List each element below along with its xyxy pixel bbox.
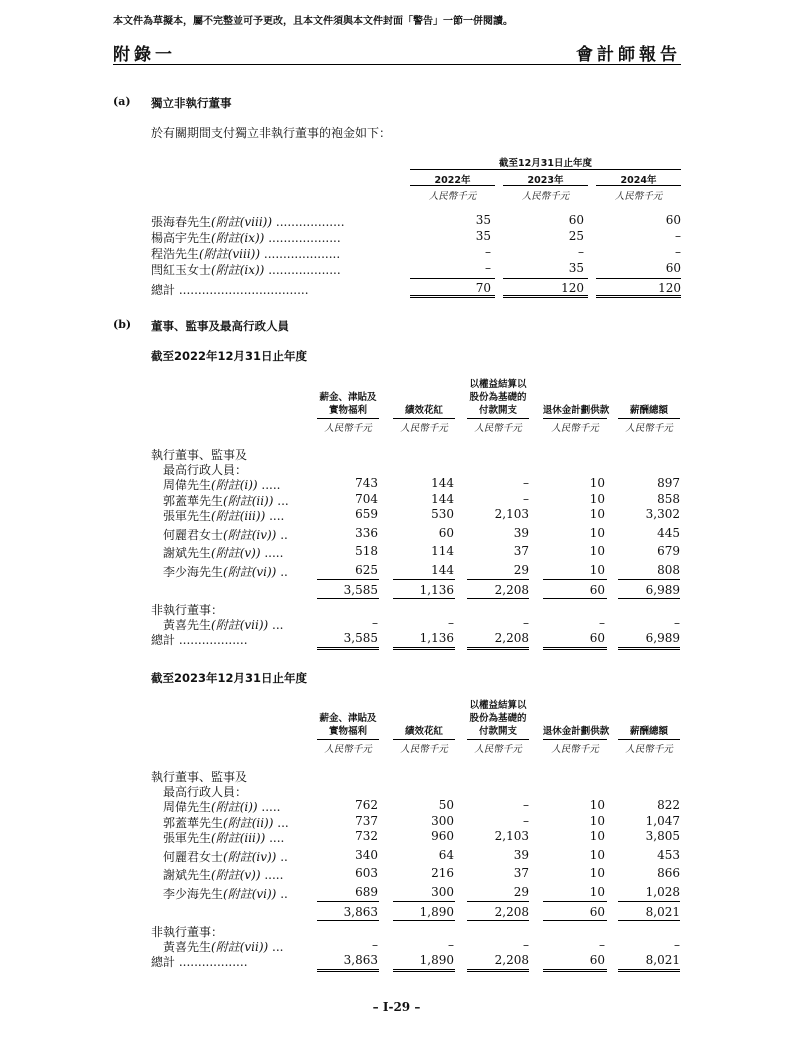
table-cell: 2,103 bbox=[494, 829, 529, 843]
table-cell: 29 bbox=[513, 563, 529, 577]
table-cell: 10 bbox=[589, 476, 605, 490]
table-cell: 866 bbox=[657, 866, 680, 880]
page-number: – I-29 – bbox=[372, 1000, 421, 1014]
subtotal-rule bbox=[393, 901, 455, 902]
table-cell: – bbox=[523, 476, 529, 490]
table-cell: 10 bbox=[589, 829, 605, 843]
header-rule bbox=[317, 418, 379, 419]
table-cell: 689 bbox=[355, 885, 378, 899]
header-rule bbox=[618, 418, 680, 419]
group-label: 執行董事、監事及 bbox=[151, 770, 248, 784]
table-cell: 737 bbox=[355, 814, 378, 828]
subtotal-rule bbox=[393, 598, 455, 599]
table-cell: 10 bbox=[589, 563, 605, 577]
table-row-label: 謝斌先生(附註(v)) ..... bbox=[163, 868, 284, 882]
table-cell: – bbox=[448, 938, 454, 952]
table-cell: 340 bbox=[355, 848, 378, 862]
subtotal-rule bbox=[543, 598, 607, 599]
column-header: 以權益結算以股份為基礎的付款開支 bbox=[469, 379, 527, 416]
table-cell: 144 bbox=[431, 563, 454, 577]
table-row-label: 黃喜先生(附註(vii)) ... bbox=[163, 618, 284, 632]
table-cell: 216 bbox=[431, 866, 454, 880]
table-cell: – bbox=[599, 938, 605, 952]
subtotal-rule bbox=[410, 278, 495, 279]
group-label: 非執行董事： bbox=[151, 603, 224, 617]
table-row-label: 何麗君女士(附註(iv)) .. bbox=[163, 850, 288, 864]
table-cell: – bbox=[485, 245, 491, 259]
total-rule bbox=[317, 969, 379, 972]
table-cell: – bbox=[523, 492, 529, 506]
header-rule bbox=[113, 64, 681, 65]
table-cell: 960 bbox=[431, 829, 454, 843]
total-rule bbox=[467, 647, 529, 650]
subtotal-cell: 6,989 bbox=[645, 583, 680, 597]
column-header: 薪酬總額 bbox=[629, 726, 668, 737]
total-row-label: 總計 .................. bbox=[151, 633, 248, 647]
table-title-2023: 截至2023年12月31日止年度 bbox=[151, 671, 308, 685]
period-rule bbox=[410, 169, 681, 170]
group-label: 非執行董事： bbox=[151, 925, 224, 939]
subtotal-rule bbox=[618, 579, 680, 580]
table-cell: 679 bbox=[657, 544, 680, 558]
table-cell: 762 bbox=[355, 798, 378, 812]
table-row-label: 李少海先生(附註(vi)) .. bbox=[163, 565, 288, 579]
table-cell: 336 bbox=[355, 526, 378, 540]
total-rule bbox=[543, 969, 607, 972]
subtotal-rule bbox=[543, 901, 607, 902]
column-header: 薪酬總額 bbox=[629, 405, 668, 416]
total-cell: 70 bbox=[475, 281, 491, 295]
table-cell: 300 bbox=[431, 885, 454, 899]
header-rule bbox=[317, 739, 379, 740]
table-cell: – bbox=[675, 229, 681, 243]
year-header: 2024年 bbox=[620, 175, 657, 186]
total-rule bbox=[467, 969, 529, 972]
column-header: 退休金計劃供款 bbox=[542, 726, 610, 737]
table-title-2022: 截至2022年12月31日止年度 bbox=[151, 349, 308, 363]
table-cell: 50 bbox=[438, 798, 454, 812]
table-cell: 37 bbox=[513, 866, 529, 880]
year-header: 2022年 bbox=[434, 175, 471, 186]
year-rule bbox=[596, 185, 681, 186]
table-cell: – bbox=[485, 261, 491, 275]
table-cell: – bbox=[674, 616, 680, 630]
header-rule bbox=[618, 739, 680, 740]
table-cell: 35 bbox=[568, 261, 584, 275]
unit-label: 人民幣千元 bbox=[625, 744, 673, 755]
table-cell: 64 bbox=[438, 848, 454, 862]
column-header: 退休金計劃供款 bbox=[542, 405, 610, 416]
table-cell: 3,805 bbox=[645, 829, 680, 843]
total-rule bbox=[618, 647, 680, 650]
total-rule bbox=[503, 295, 588, 298]
table-row-label: 閆紅玉女士(附註(ix)) ................... bbox=[151, 263, 341, 277]
table-row-label: 張軍先生(附註(iii)) .... bbox=[163, 831, 285, 845]
section-a-marker: (a) bbox=[113, 95, 131, 108]
table-cell: 300 bbox=[431, 814, 454, 828]
column-header: 薪金、津貼及實物福利 bbox=[319, 713, 377, 737]
table-cell: 29 bbox=[513, 885, 529, 899]
table-row-label: 黃喜先生(附註(vii)) ... bbox=[163, 940, 284, 954]
subtotal-rule bbox=[503, 278, 588, 279]
column-header: 薪金、津貼及實物福利 bbox=[319, 392, 377, 416]
table-cell: 10 bbox=[589, 526, 605, 540]
table-cell: 704 bbox=[355, 492, 378, 506]
table-cell: 3,302 bbox=[645, 507, 680, 521]
draft-warning: 本文件為草擬本，屬不完整並可予更改，且本文件須與本文件封面「警告」一節一併閱讀。 bbox=[113, 16, 513, 27]
table-cell: 743 bbox=[355, 476, 378, 490]
table-cell: – bbox=[523, 938, 529, 952]
table-cell: 35 bbox=[475, 229, 491, 243]
total-rule bbox=[618, 969, 680, 972]
appendix-title: 附錄一 bbox=[113, 45, 176, 65]
table-cell: 10 bbox=[589, 507, 605, 521]
total-rule bbox=[543, 647, 607, 650]
table-cell: – bbox=[523, 814, 529, 828]
table-cell: – bbox=[523, 616, 529, 630]
unit-label: 人民幣千元 bbox=[625, 423, 673, 434]
table-row-label: 郭蓋華先生(附註(ii)) ... bbox=[163, 816, 289, 830]
table-cell: 60 bbox=[438, 526, 454, 540]
table-cell: 60 bbox=[665, 261, 681, 275]
column-header: 績效花紅 bbox=[404, 405, 443, 416]
table-row-label: 謝斌先生(附註(v)) ..... bbox=[163, 546, 284, 560]
table-cell: – bbox=[372, 616, 378, 630]
subtotal-cell: 1,890 bbox=[419, 905, 454, 919]
subtotal-rule bbox=[618, 901, 680, 902]
table-row-label: 周偉先生(附註(i)) ..... bbox=[163, 478, 281, 492]
group-label: 執行董事、監事及 bbox=[151, 448, 248, 462]
table-cell: 10 bbox=[589, 885, 605, 899]
table-cell: 144 bbox=[431, 492, 454, 506]
unit-label: 人民幣千元 bbox=[551, 423, 599, 434]
section-b-marker: (b) bbox=[113, 318, 132, 331]
table-cell: – bbox=[674, 938, 680, 952]
total-cell: 3,585 bbox=[343, 631, 378, 645]
table-cell: 530 bbox=[431, 507, 454, 521]
header-rule bbox=[543, 418, 607, 419]
group-label: 最高行政人員： bbox=[163, 463, 248, 477]
subtotal-cell: 2,208 bbox=[494, 905, 529, 919]
table-cell: 1,028 bbox=[645, 885, 680, 899]
total-cell: 6,989 bbox=[645, 631, 680, 645]
table-cell: 25 bbox=[568, 229, 584, 243]
total-cell: 1,890 bbox=[419, 953, 454, 967]
table-cell: 60 bbox=[568, 213, 584, 227]
table-cell: 822 bbox=[657, 798, 680, 812]
total-cell: 3,863 bbox=[343, 953, 378, 967]
table-cell: 37 bbox=[513, 544, 529, 558]
total-cell: 60 bbox=[589, 631, 605, 645]
table-cell: 808 bbox=[657, 563, 680, 577]
total-cell: 120 bbox=[561, 281, 584, 295]
table-cell: 897 bbox=[657, 476, 680, 490]
total-rule bbox=[393, 647, 455, 650]
total-rule bbox=[393, 969, 455, 972]
year-rule bbox=[503, 185, 588, 186]
header-rule bbox=[393, 418, 455, 419]
table-row-label: 李少海先生(附註(vi)) .. bbox=[163, 887, 288, 901]
subtotal-cell: 2,208 bbox=[494, 583, 529, 597]
subtotal-rule bbox=[596, 278, 681, 279]
table-cell: – bbox=[372, 938, 378, 952]
table-cell: 144 bbox=[431, 476, 454, 490]
total-cell: 1,136 bbox=[419, 631, 454, 645]
table-row-label: 周偉先生(附註(i)) ..... bbox=[163, 800, 281, 814]
table-cell: 603 bbox=[355, 866, 378, 880]
table-cell: 2,103 bbox=[494, 507, 529, 521]
header-rule bbox=[467, 739, 529, 740]
table-cell: 625 bbox=[355, 563, 378, 577]
total-rule bbox=[410, 295, 495, 298]
subtotal-rule bbox=[393, 920, 455, 921]
total-cell: 8,021 bbox=[645, 953, 680, 967]
header-rule bbox=[393, 739, 455, 740]
unit-label: 人民幣千元 bbox=[551, 744, 599, 755]
subtotal-rule bbox=[467, 579, 529, 580]
table-cell: 10 bbox=[589, 814, 605, 828]
subtotal-cell: 3,585 bbox=[343, 583, 378, 597]
subtotal-cell: 1,136 bbox=[419, 583, 454, 597]
section-b-title: 董事、監事及最高行政人員 bbox=[151, 319, 289, 333]
table-cell: – bbox=[448, 616, 454, 630]
table-cell: 10 bbox=[589, 848, 605, 862]
total-rule bbox=[317, 647, 379, 650]
table-cell: 35 bbox=[475, 213, 491, 227]
column-header: 以權益結算以股份為基礎的付款開支 bbox=[469, 700, 527, 737]
table-cell: 659 bbox=[355, 507, 378, 521]
subtotal-rule bbox=[543, 579, 607, 580]
table-cell: 39 bbox=[513, 526, 529, 540]
year-rule bbox=[410, 185, 495, 186]
table-cell: – bbox=[578, 245, 584, 259]
subtotal-rule bbox=[618, 598, 680, 599]
table-cell: 60 bbox=[665, 213, 681, 227]
unit-label: 人民幣千元 bbox=[614, 191, 663, 202]
subtotal-rule bbox=[317, 901, 379, 902]
table-cell: 10 bbox=[589, 544, 605, 558]
table-cell: – bbox=[599, 616, 605, 630]
total-cell: 2,208 bbox=[494, 631, 529, 645]
table-row-label: 張海春先生(附註(viii)) .................. bbox=[151, 215, 345, 229]
unit-label: 人民幣千元 bbox=[474, 744, 522, 755]
period-header: 截至12月31日止年度 bbox=[499, 158, 592, 169]
subtotal-rule bbox=[317, 579, 379, 580]
table-row-label: 何麗君女士(附註(iv)) .. bbox=[163, 528, 288, 542]
table-cell: 445 bbox=[657, 526, 680, 540]
table-cell: 39 bbox=[513, 848, 529, 862]
table-cell: 1,047 bbox=[645, 814, 680, 828]
total-rule bbox=[596, 295, 681, 298]
unit-label: 人民幣千元 bbox=[400, 423, 448, 434]
subtotal-rule bbox=[467, 920, 529, 921]
table-cell: 10 bbox=[589, 866, 605, 880]
unit-label: 人民幣千元 bbox=[324, 423, 372, 434]
year-header: 2023年 bbox=[527, 175, 564, 186]
unit-label: 人民幣千元 bbox=[521, 191, 570, 202]
unit-label: 人民幣千元 bbox=[474, 423, 522, 434]
section-a-intro: 於有關期間支付獨立非執行董事的袍金如下： bbox=[151, 126, 392, 140]
table-cell: 518 bbox=[355, 544, 378, 558]
subtotal-rule bbox=[543, 920, 607, 921]
subtotal-cell: 3,863 bbox=[343, 905, 378, 919]
table-cell: 114 bbox=[431, 544, 454, 558]
subtotal-rule bbox=[317, 920, 379, 921]
header-rule bbox=[543, 739, 607, 740]
total-row-label: 總計 .................. bbox=[151, 955, 248, 969]
table-cell: 732 bbox=[355, 829, 378, 843]
subtotal-rule bbox=[467, 901, 529, 902]
table-cell: 10 bbox=[589, 492, 605, 506]
table-row-label: 程浩先生(附註(viii)) .................... bbox=[151, 247, 341, 261]
table-cell: 453 bbox=[657, 848, 680, 862]
unit-label: 人民幣千元 bbox=[324, 744, 372, 755]
subtotal-rule bbox=[467, 598, 529, 599]
table-row-label: 郭蓋華先生(附註(ii)) ... bbox=[163, 494, 289, 508]
unit-label: 人民幣千元 bbox=[428, 191, 477, 202]
table-row-label: 張軍先生(附註(iii)) .... bbox=[163, 509, 285, 523]
subtotal-cell: 60 bbox=[589, 583, 605, 597]
total-cell: 2,208 bbox=[494, 953, 529, 967]
table-row-label: 楊高宇先生(附註(ix)) ................... bbox=[151, 231, 341, 245]
total-cell: 60 bbox=[589, 953, 605, 967]
table-cell: 858 bbox=[657, 492, 680, 506]
table-cell: – bbox=[675, 245, 681, 259]
total-row-label: 總計 .................................. bbox=[151, 283, 309, 297]
column-header: 績效花紅 bbox=[404, 726, 443, 737]
unit-label: 人民幣千元 bbox=[400, 744, 448, 755]
total-cell: 120 bbox=[658, 281, 681, 295]
subtotal-rule bbox=[393, 579, 455, 580]
subtotal-cell: 60 bbox=[589, 905, 605, 919]
subtotal-rule bbox=[317, 598, 379, 599]
table-cell: 10 bbox=[589, 798, 605, 812]
header-rule bbox=[467, 418, 529, 419]
group-label: 最高行政人員： bbox=[163, 785, 248, 799]
table-cell: – bbox=[523, 798, 529, 812]
subtotal-rule bbox=[618, 920, 680, 921]
report-title: 會計師報告 bbox=[576, 45, 681, 65]
section-a-title: 獨立非執行董事 bbox=[151, 96, 232, 110]
subtotal-cell: 8,021 bbox=[645, 905, 680, 919]
